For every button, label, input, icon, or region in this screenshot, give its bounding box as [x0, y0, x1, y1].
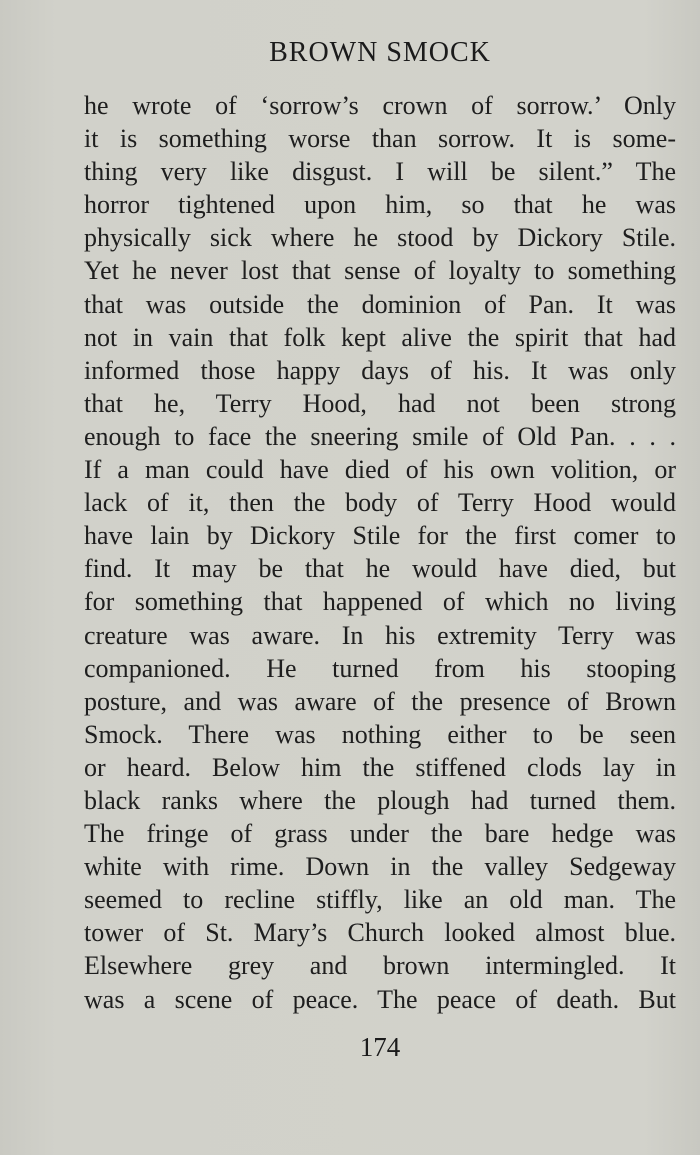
text-line: he wrote of ‘sorrow’s crown of sorrow.’ Only — [84, 91, 676, 120]
text-line: informed those happy days of his. It was only — [84, 355, 676, 385]
text-line: seemed to recline stiffly, like an old man. The — [84, 885, 676, 915]
text-line: lack of it, then the body of Terry Hood would — [84, 488, 676, 518]
page-number: 174 — [359, 1032, 401, 1062]
text-line: companioned. He turned from his stooping — [84, 653, 676, 683]
text-line: find. It may be that he would have died, but — [84, 554, 676, 584]
text-line: white with rime. Down in the valley Sedgeway — [84, 852, 676, 882]
text-line: The fringe of grass under the bare hedge was — [84, 819, 676, 849]
body-text — [84, 89, 676, 1016]
text-line: physically sick where he stood by Dickory Stile. — [84, 223, 676, 253]
text-line: Smock. There was nothing either to be seen — [84, 719, 676, 749]
text-line: or heard. Below him the stiffened clods lay in — [84, 752, 676, 782]
text-line: was a scene of peace. The peace of death. But — [84, 984, 676, 1014]
text-line: tower of St. Mary’s Church looked almost blue. — [84, 918, 676, 948]
text-line: horror tightened upon him, so that he was — [84, 190, 676, 220]
text-line: black ranks where the plough had turned them. — [84, 785, 676, 815]
text-line: it is something worse than sorrow. It is some- — [84, 124, 676, 154]
text-line: thing very like disgust. I will be silent.” The — [84, 157, 676, 187]
text-line: have lain by Dickory Stile for the first comer to — [84, 521, 676, 551]
text-line: If a man could have died of his own volition, or — [84, 455, 676, 485]
text-line: creature was aware. In his extremity Terry was — [84, 620, 676, 650]
text-line: posture, and was aware of the presence of Brown — [84, 686, 676, 716]
text-line: not in vain that folk kept alive the spirit that had — [84, 322, 676, 352]
running-head: BROWN SMOCK — [269, 37, 491, 68]
text-line: enough to face the sneering smile of Old Pan. . . . — [84, 421, 676, 451]
text-line: Elsewhere grey and brown intermingled. It — [84, 951, 676, 981]
text-line: Yet he never lost that sense of loyalty to something — [84, 256, 676, 286]
text-line: for something that happened of which no living — [84, 587, 676, 617]
text-line: that was outside the dominion of Pan. It was — [84, 289, 676, 319]
text-line: that he, Terry Hood, had not been strong — [84, 388, 676, 418]
